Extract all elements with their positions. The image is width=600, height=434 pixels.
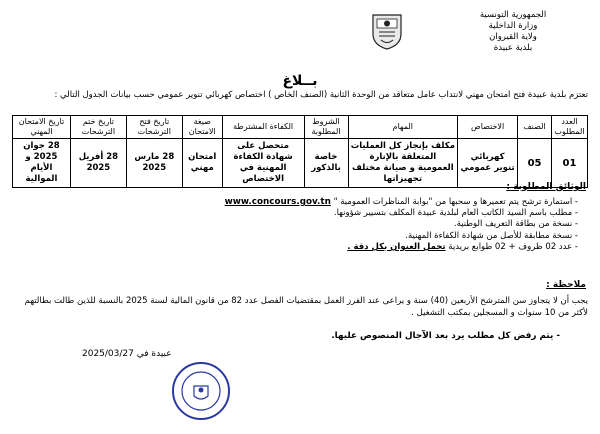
- table-cell-conditions: خاصة بالذكور: [304, 139, 348, 188]
- table-header-cell: تاريخ فتح الترشحات: [126, 116, 182, 139]
- table-header-cell: المهام: [348, 116, 458, 139]
- table-header-cell: تاريخ الامتحان المهني: [13, 116, 71, 139]
- table-header-cell: الصنف: [518, 116, 552, 139]
- notes-heading: ملاحظة :: [546, 280, 586, 290]
- intro-paragraph: تعتزم بلدية عبيدة فتح امتحان مهني لانتداب عامل متعاقد من الوحدة الثانية (الصنف الخاص ) اختصاص كهربائي تنوير عمومي حسب بيانات الجدول التالي :: [54, 90, 588, 100]
- table-cell-exam-type: امتحان مهني: [182, 139, 222, 188]
- table-cell-grade: 05: [518, 139, 552, 188]
- positions-table: [12, 115, 588, 188]
- table-row: [13, 139, 588, 188]
- table-cell-count: 01: [552, 139, 588, 188]
- documents-list: [78, 197, 578, 253]
- letterhead-line: الجمهورية التونسية: [479, 10, 547, 20]
- table-header-cell: العدد المطلوب: [552, 116, 588, 139]
- page-title: بــلاغ: [282, 73, 318, 89]
- letterhead: [438, 10, 588, 54]
- documents-heading: الوثائق المطلوبة :: [506, 182, 586, 192]
- place-date: عبيدة في 2025/03/27: [82, 349, 172, 359]
- rejection-rule: - يتم رفض كل مطلب يرد بعد الآجال المنصوص عليها.: [331, 331, 560, 341]
- portal-link[interactable]: www.concours.gov.tn: [224, 197, 331, 207]
- list-item: - نسخة مطابقة للأصل من شهادة الكفاءة المهنية.: [78, 231, 578, 242]
- table-header-cell: الكفاءة المشترطة: [222, 116, 304, 139]
- letterhead-line: ولاية القيروان: [489, 32, 537, 42]
- table-header-row: [13, 116, 588, 139]
- table-header-cell: صيغة الامتحان: [182, 116, 222, 139]
- table-header-cell: تاريخ ختم الترشحات: [70, 116, 126, 139]
- document-item-text: استمارة ترشح يتم تعميرها و سحبها من "بوابة المناظرات العمومية ": [333, 197, 573, 207]
- table-cell-exam-date: 28 جوان 2025 و الأيام الموالية: [13, 139, 71, 188]
- table-header-cell: الشروط المطلوبة: [304, 116, 348, 139]
- official-stamp-icon: [170, 360, 232, 422]
- municipality-logo-icon: [370, 12, 404, 50]
- list-item: [78, 242, 578, 253]
- note-paragraph: يجب أن لا يتجاوز سن المترشح الأربعين (40) سنة و يراعى عند الفرز العمل بمقتضيات الفصل عدد 82 من قانون المالية لسنة 2025 بالنسبة للذين طالت بطالتهم لأكثر من 10 سنوات و المسجلين بمكتب التشغيل .: [24, 296, 588, 318]
- table-cell-close-date: 28 أفريل 2025: [70, 139, 126, 188]
- list-item: - نسخة من بطاقة التعريف الوطنية.: [78, 219, 578, 230]
- list-item: - مطلب باسم السيد الكاتب العام لبلدية عبيدة المكلف بتسيير شؤونها.: [78, 208, 578, 219]
- table-cell-qualification: متحصل على شهادة الكفاءة المهنية في الاختصاص: [222, 139, 304, 188]
- letterhead-line: وزارة الداخلية: [488, 21, 538, 31]
- emphasis-text: تحمل العنوان بكل دقة .: [347, 241, 446, 252]
- table-cell-duties: مكلف بإنجاز كل العمليات المتعلقة بالإنارة العمومية و صيانة مختلف تجهيزاتها: [348, 139, 458, 188]
- document-item-text: عدد 02 ظروف + 02 طوابع بريدية: [448, 241, 573, 252]
- letterhead-line: بلدية عبيدة: [493, 43, 533, 53]
- table-cell-specialty: كهربائي تنوير عمومي: [458, 139, 518, 188]
- table-cell-open-date: 28 مارس 2025: [126, 139, 182, 188]
- table-header-cell: الاختصاص: [458, 116, 518, 139]
- list-item: [78, 197, 578, 208]
